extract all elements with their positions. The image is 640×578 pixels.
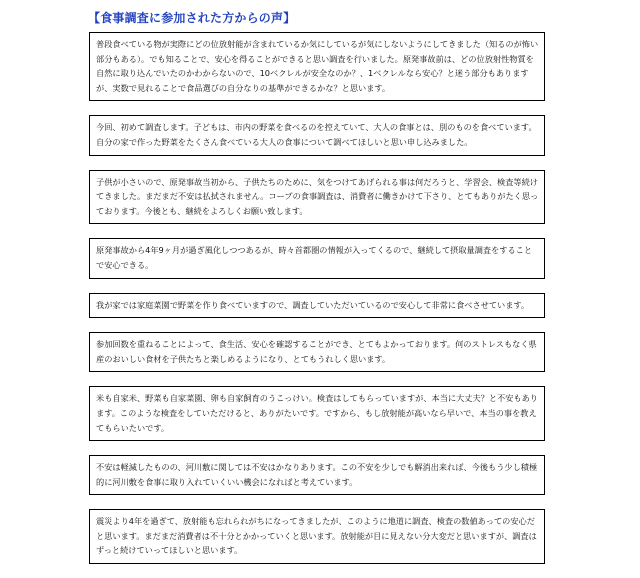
comment-box: 我が家では家庭菜園で野菜を作り食べていますので、調査していただいているので安心して非常に食べさせています。 bbox=[89, 293, 545, 319]
comment-box: 子供が小さいので、原発事故当初から、子供たちのために、気をつけてあげられる事は何だろうと、学習会、検査等続けてきました。まだまだ不安は払拭されません。コープの食事調査は、消費者に働きかけて下さり、とてもありがたく思っております。今後とも、継続をよろしくお願い致します。 bbox=[89, 170, 545, 225]
comment-box: 米も自家米、野菜も自家菜園、卵も自家飼育のうこっけい。検査はしてもらっていますが、本当に大丈夫？と不安もあります。このような検査をしていただけると、ありがたいです。ですから、もし放射能が高いなら早いで、本当の事を教えてもらいたいです。 bbox=[89, 386, 545, 441]
comment-box: 普段食べている物が実際にどの位放射能が含まれているか気にしているが気にしないようにしてきました（知るのが怖い部分もある）。でも知ることで、安心を得ることができると思い調査を行いました。原発事故前は、どの位放射性物質を自然に取り込んでいたのかわからないので、10ベクレルが安全なのか？、1ベクレルなら安心？と迷う部分もありますが、実数で見れることで食品選びの自分なりの基準ができるかな？と思います。 bbox=[89, 32, 545, 101]
comment-box: 今回、初めて調査します。子どもは、市内の野菜を食べるのを控えていて、大人の食事とは、別のものを食べています。自分の家で作った野菜をたくさん食べている大人の食事について調べてほしいと思い申し込みました。 bbox=[89, 115, 545, 155]
page-title: 【食事調査に参加された方からの声】 bbox=[88, 11, 296, 25]
comment-box: 不安は軽減したものの、河川敷に関しては不安はかなりあります。この不安を少しでも解消出来れば、今後もう少し積極的に河川敷を食事に取り入れていくいい機会になればと考えています。 bbox=[89, 455, 545, 495]
comment-box: 震災より4年を過ぎて、放射能も忘れられがちになってきましたが、このように地道に調査、検査の数値あっての安心だと思います。まだまだ消費者は不十分とかかっていくと思います。放射能が目に見えない分大変だと思いますが、調査はずっと続けていってほしいと思います。 bbox=[89, 509, 545, 564]
comment-list bbox=[89, 32, 545, 578]
comment-box: 原発事故から4年9ヶ月が過ぎ風化しつつあるが、時々首都圏の情報が入ってくるので、継続して摂取量調査をすることで安心できる。 bbox=[89, 238, 545, 278]
comment-box: 参加回数を重ねることによって、食生活、安心を確認することができ、とてもよかっております。何のストレスもなく県産のおいしい食材を子供たちと楽しめるようになり、とてもうれしく思います。 bbox=[89, 332, 545, 372]
